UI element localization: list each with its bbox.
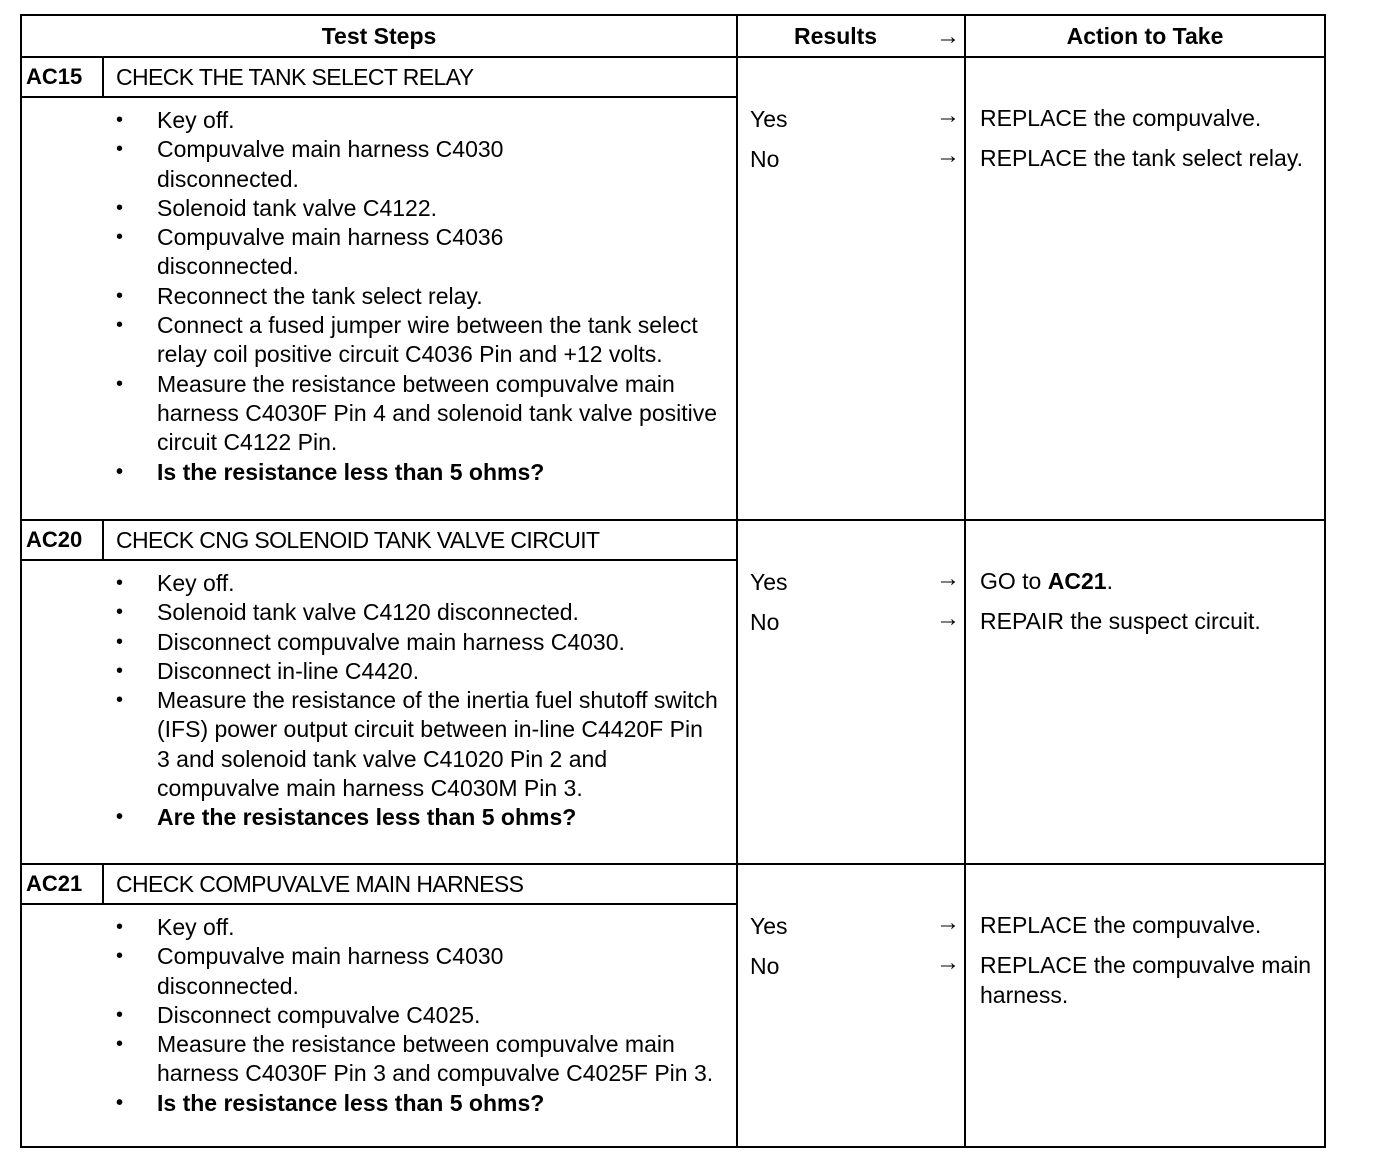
action-no: REPAIR the suspect circuit. — [980, 608, 1261, 634]
action-cell — [966, 521, 1324, 863]
list-item: • Reconnect the tank select relay. — [116, 282, 736, 311]
header-test-steps: Test Steps — [22, 16, 738, 56]
result-yes — [750, 567, 964, 597]
test-steps-cell — [22, 521, 738, 863]
list-item: • Key off. — [116, 913, 736, 942]
step-list — [22, 905, 736, 1124]
header-action: Action to Take — [1066, 22, 1224, 49]
list-item: • Disconnect in-line C4420. — [116, 657, 736, 686]
action-cell — [966, 865, 1324, 1146]
action-no: REPLACE the compuvalve main harness. — [980, 952, 1312, 1008]
step-title: CHECK CNG SOLENOID TANK VALVE CIRCUIT — [116, 526, 600, 553]
table-header — [22, 16, 1324, 58]
action-yes: REPLACE the compuvalve. — [980, 912, 1262, 938]
list-item: • Measure the resistance between compuvalve main harness C4030F Pin 3 and compuvalve C4025F Pin 3. — [116, 1030, 736, 1089]
action-yes — [980, 566, 1314, 596]
result-yes — [750, 911, 964, 941]
step-list — [22, 98, 736, 493]
result-yes — [750, 104, 964, 134]
list-item: • Key off. — [116, 569, 736, 598]
result-label: Yes — [750, 105, 788, 132]
step-title-bar — [22, 521, 736, 561]
step-row-ac20 — [22, 521, 1324, 865]
step-question: • Are the resistances less than 5 ohms? — [116, 803, 736, 832]
step-id: AC20 — [22, 521, 104, 559]
result-label: No — [750, 145, 780, 172]
test-steps-cell — [22, 58, 738, 519]
result-label: Yes — [750, 912, 788, 939]
action-prefix: GO to — [980, 568, 1048, 594]
action-yes: REPLACE the compuvalve. — [980, 105, 1262, 131]
diagnostic-table — [20, 14, 1326, 1148]
arrow-icon: → — [936, 23, 960, 50]
step-id: AC21 — [22, 865, 104, 903]
step-title: CHECK COMPUVALVE MAIN HARNESS — [116, 870, 524, 897]
list-item: • Compuvalve main harness C4030 disconnected. — [116, 942, 736, 1001]
header-results — [738, 16, 966, 56]
arrow-icon: → — [936, 102, 960, 129]
step-list — [22, 561, 736, 839]
result-label: No — [750, 608, 780, 635]
test-steps-cell — [22, 865, 738, 1146]
list-item: • Disconnect compuvalve main harness C4030. — [116, 628, 736, 657]
action-no: REPLACE the tank select relay. — [980, 145, 1303, 171]
results-cell — [738, 521, 966, 863]
arrow-icon: → — [936, 565, 960, 592]
step-id: AC15 — [22, 58, 104, 96]
arrow-icon: → — [936, 909, 960, 936]
list-item: • Compuvalve main harness C4036 disconnected. — [116, 223, 736, 282]
list-item: • Measure the resistance of the inertia fuel shutoff switch (IFS) power output circuit between in-line C4420F Pin 3 and solenoid tank valve C41020 Pin 2 and compuvalve main harness C4030M Pin 3. — [116, 686, 736, 803]
result-no — [750, 607, 964, 637]
step-row-ac15 — [22, 58, 1324, 521]
list-item: • Key off. — [116, 106, 736, 135]
list-item: • Disconnect compuvalve C4025. — [116, 1001, 736, 1030]
action-suffix: . — [1106, 568, 1113, 594]
results-cell — [738, 58, 966, 519]
step-question: • Is the resistance less than 5 ohms? — [116, 458, 736, 487]
results-cell — [738, 865, 966, 1146]
list-item: • Solenoid tank valve C4120 disconnected. — [116, 598, 736, 627]
list-item: • Measure the resistance between compuvalve main harness C4030F Pin 4 and solenoid tank valve positive circuit C4122 Pin. — [116, 370, 736, 458]
step-title-bar — [22, 865, 736, 905]
step-question: • Is the resistance less than 5 ohms? — [116, 1089, 736, 1118]
list-item: • Connect a fused jumper wire between the tank select relay coil positive circuit C4036 Pin and +12 volts. — [116, 311, 736, 370]
action-cell — [966, 58, 1324, 519]
list-item: • Compuvalve main harness C4030 disconnected. — [116, 135, 736, 194]
step-row-ac21 — [22, 865, 1324, 1146]
result-label: No — [750, 952, 780, 979]
step-title: CHECK THE TANK SELECT RELAY — [116, 63, 474, 90]
header-results-label: Results — [794, 22, 878, 49]
result-no — [750, 951, 964, 981]
step-reference-link[interactable]: AC21 — [1047, 568, 1107, 594]
list-item: • Solenoid tank valve C4122. — [116, 194, 736, 223]
result-no — [750, 144, 964, 174]
arrow-icon: → — [936, 949, 960, 976]
arrow-icon: → — [936, 142, 960, 169]
arrow-icon: → — [936, 605, 960, 632]
result-label: Yes — [750, 568, 788, 595]
step-title-bar — [22, 58, 736, 98]
